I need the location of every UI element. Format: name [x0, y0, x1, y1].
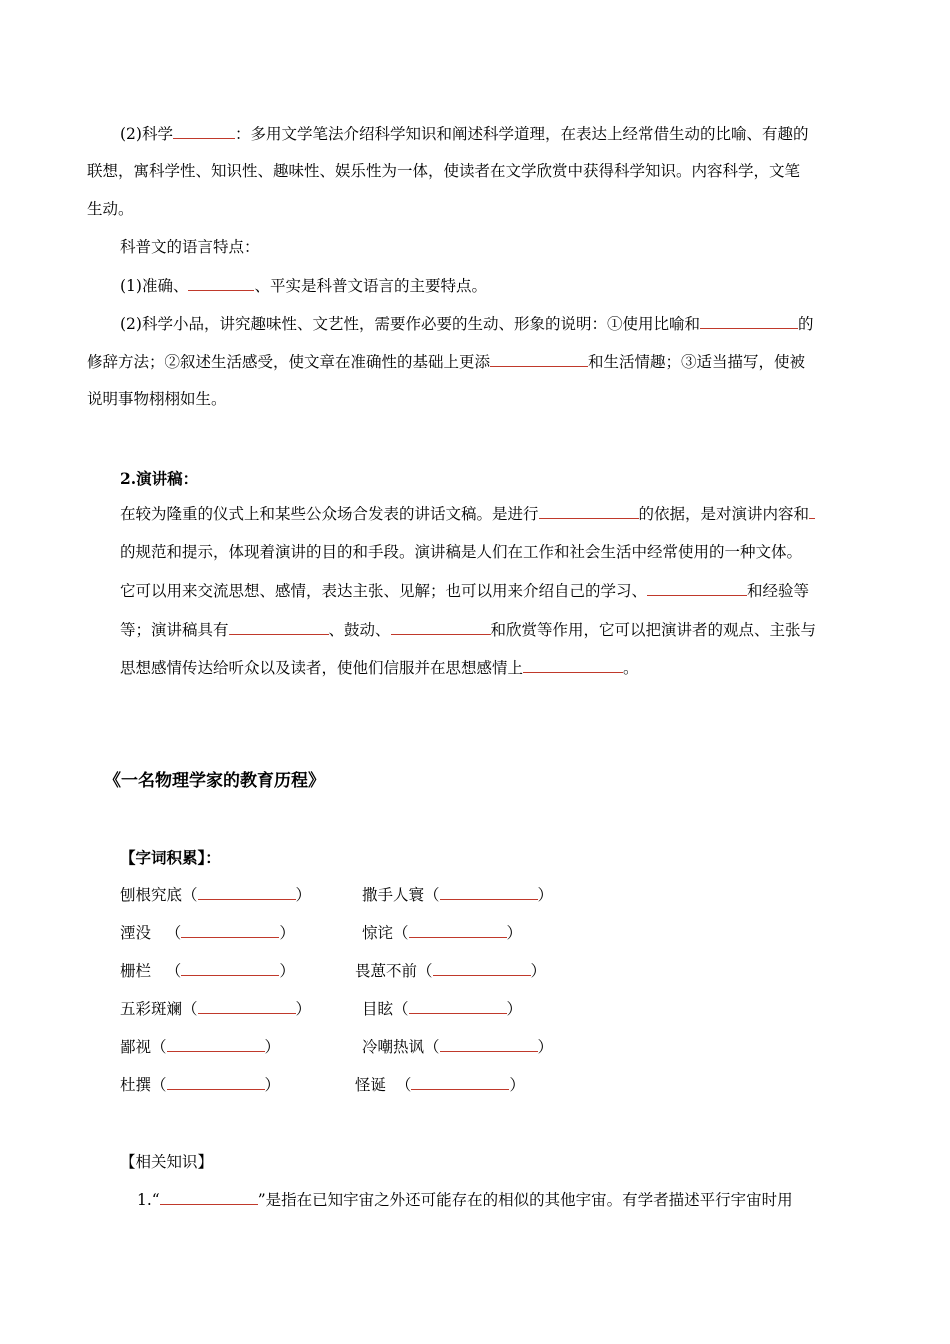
text: 。	[623, 659, 639, 677]
speech-line-2	[120, 541, 802, 563]
vocab-item	[120, 1073, 280, 1096]
paren: （	[182, 1000, 198, 1018]
fill-blank[interactable]	[167, 1035, 265, 1052]
text: 等；演讲稿具有	[120, 621, 229, 639]
fill-blank[interactable]	[391, 618, 491, 635]
science-para-2-line-3	[87, 198, 134, 220]
text: 、鼓动、	[328, 621, 391, 639]
text: ”是指在已知宇宙之外还可能存在的相似的其他宇宙。有学者描述平行宇宙时用	[257, 1191, 793, 1209]
text: 和生活情趣；③适当描写，使被	[588, 353, 806, 371]
speech-heading	[120, 468, 198, 490]
fill-blank[interactable]	[523, 656, 623, 673]
fill-blank[interactable]	[433, 959, 531, 976]
fill-blank[interactable]	[173, 122, 235, 139]
vocab-word: 湮没	[120, 924, 152, 942]
text: 的	[797, 315, 814, 333]
text: 的规范和提示，体现着演讲的目的和手段。演讲稿是人们在工作和社会生活中经常使用的一种文体。	[120, 543, 803, 561]
knowledge-heading	[120, 1151, 213, 1173]
paren: （	[393, 1000, 409, 1018]
vocab-word: 鄙视	[120, 1038, 152, 1056]
speech-line-4	[120, 618, 816, 641]
text: 生动。	[87, 200, 134, 218]
vocab-word: 畏葸不前	[355, 962, 418, 980]
vocab-item	[362, 1035, 553, 1058]
fill-blank[interactable]	[700, 312, 798, 329]
language-point-2-line-1	[120, 312, 813, 335]
text: 1.“	[137, 1191, 160, 1209]
text: 思想感情传达给听众以及读者，使他们信服并在思想感情上	[120, 659, 524, 677]
knowledge-line-1	[137, 1188, 793, 1211]
vocab-item	[120, 921, 295, 944]
fill-blank[interactable]	[409, 921, 507, 938]
vocab-item	[120, 959, 295, 982]
vocab-word: 怪诞	[355, 1076, 387, 1094]
vocab-item	[355, 1073, 525, 1096]
text: 、平实是科普文语言的主要特点。	[254, 277, 487, 295]
text: 科普文的语言特点：	[120, 238, 260, 256]
fill-blank[interactable]	[490, 350, 588, 367]
language-point-1	[120, 274, 487, 297]
paren: （	[393, 924, 409, 942]
fill-blank[interactable]	[188, 274, 254, 291]
paren: （	[182, 886, 198, 904]
fill-blank[interactable]	[539, 502, 639, 519]
paren: ）	[506, 924, 523, 942]
vocab-word: 惊诧	[362, 924, 394, 942]
paren: （	[165, 924, 182, 942]
fill-blank[interactable]	[440, 883, 538, 900]
text: (2)科学	[120, 125, 173, 143]
vocab-item	[362, 921, 522, 944]
paren: （	[151, 1076, 167, 1094]
science-para-2-line-1	[120, 122, 808, 145]
vocab-item	[120, 883, 311, 906]
paren: ）	[279, 962, 295, 980]
text: 它可以用来交流思想、感情，表达主张、见解；也可以用来介绍自己的学习、	[120, 582, 648, 600]
paren: ）	[530, 962, 547, 980]
text: ：多用文学笔法介绍科学知识和阐述科学道理，在表达上经常借生动的比喻、有趣的	[234, 125, 809, 143]
vocab-item	[120, 997, 311, 1020]
fill-blank[interactable]	[198, 883, 296, 900]
vocab-item	[362, 997, 522, 1020]
text: (1)准确、	[120, 277, 189, 295]
vocab-item	[355, 959, 546, 982]
fill-blank[interactable]	[181, 921, 279, 938]
paren: ）	[264, 1076, 281, 1094]
fill-blank[interactable]	[160, 1188, 258, 1205]
paren: ）	[264, 1038, 281, 1056]
vocab-word: 目眩	[362, 1000, 394, 1018]
fill-blank[interactable]	[167, 1073, 265, 1090]
text: 和欣赏等作用，它可以把演讲者的观点、主张与	[490, 621, 817, 639]
vocab-heading	[120, 847, 221, 869]
article-title	[104, 770, 325, 792]
language-point-2-line-3	[87, 388, 227, 410]
text: (2)科学小品，讲究趣味性、文艺性，需要作必要的生动、形象的说明：①使用比喻和	[120, 315, 700, 333]
fill-blank[interactable]	[229, 618, 329, 635]
text: 【相关知识】	[120, 1153, 214, 1171]
vocab-item	[362, 883, 553, 906]
text: 在较为隆重的仪式上和某些公众场合发表的讲话文稿。是进行	[120, 505, 539, 523]
paren: ）	[537, 886, 554, 904]
speech-line-1	[120, 502, 815, 525]
paren: （	[417, 962, 433, 980]
vocab-word: 杜撰	[120, 1076, 152, 1094]
paren: ）	[295, 1000, 312, 1018]
vocab-word: 五彩斑斓	[120, 1000, 183, 1018]
vocab-word: 冷嘲热讽	[362, 1038, 425, 1056]
speech-line-3	[120, 579, 809, 602]
vocab-word: 刨根究底	[120, 886, 183, 904]
text: 修辞方法；②叙述生活感受，使文章在准确性的基础上更添	[87, 353, 491, 371]
language-point-2-line-2	[87, 350, 805, 373]
paren: ）	[295, 886, 312, 904]
fill-blank[interactable]	[409, 997, 507, 1014]
text: 说明事物栩栩如生。	[87, 390, 227, 408]
paren: （	[151, 1038, 167, 1056]
fill-blank[interactable]	[198, 997, 296, 1014]
paren: ）	[279, 924, 295, 942]
text: 2.演讲稿：	[120, 469, 199, 488]
paren: （	[424, 886, 440, 904]
text: 《一名物理学家的教育历程》	[104, 771, 325, 791]
paren: ）	[506, 1000, 523, 1018]
speech-line-5	[120, 656, 639, 679]
paren: （	[424, 1038, 440, 1056]
text: 【字词积累】：	[120, 848, 221, 867]
paren: ）	[509, 1076, 525, 1094]
vocab-word: 栅栏	[120, 962, 152, 980]
science-para-2-line-2	[87, 160, 800, 182]
vocab-word: 撒手人寰	[362, 886, 425, 904]
paren: （	[165, 962, 182, 980]
fill-blank[interactable]	[411, 1073, 509, 1090]
text: 联想，寓科学性、知识性、趣味性、娱乐性为一体，使读者在文学欣赏中获得科学知识。内容科学，文笔	[87, 162, 801, 180]
paren: （	[395, 1076, 412, 1094]
fill-blank[interactable]	[181, 959, 279, 976]
fill-blank[interactable]	[647, 579, 747, 596]
fill-blank[interactable]	[440, 1035, 538, 1052]
paren: ）	[537, 1038, 554, 1056]
vocab-item	[120, 1035, 280, 1058]
language-features-title	[120, 236, 260, 258]
fill-blank[interactable]	[809, 502, 815, 519]
text: 的依据，是对演讲内容和	[638, 505, 810, 523]
text: 和经验等	[747, 582, 810, 600]
